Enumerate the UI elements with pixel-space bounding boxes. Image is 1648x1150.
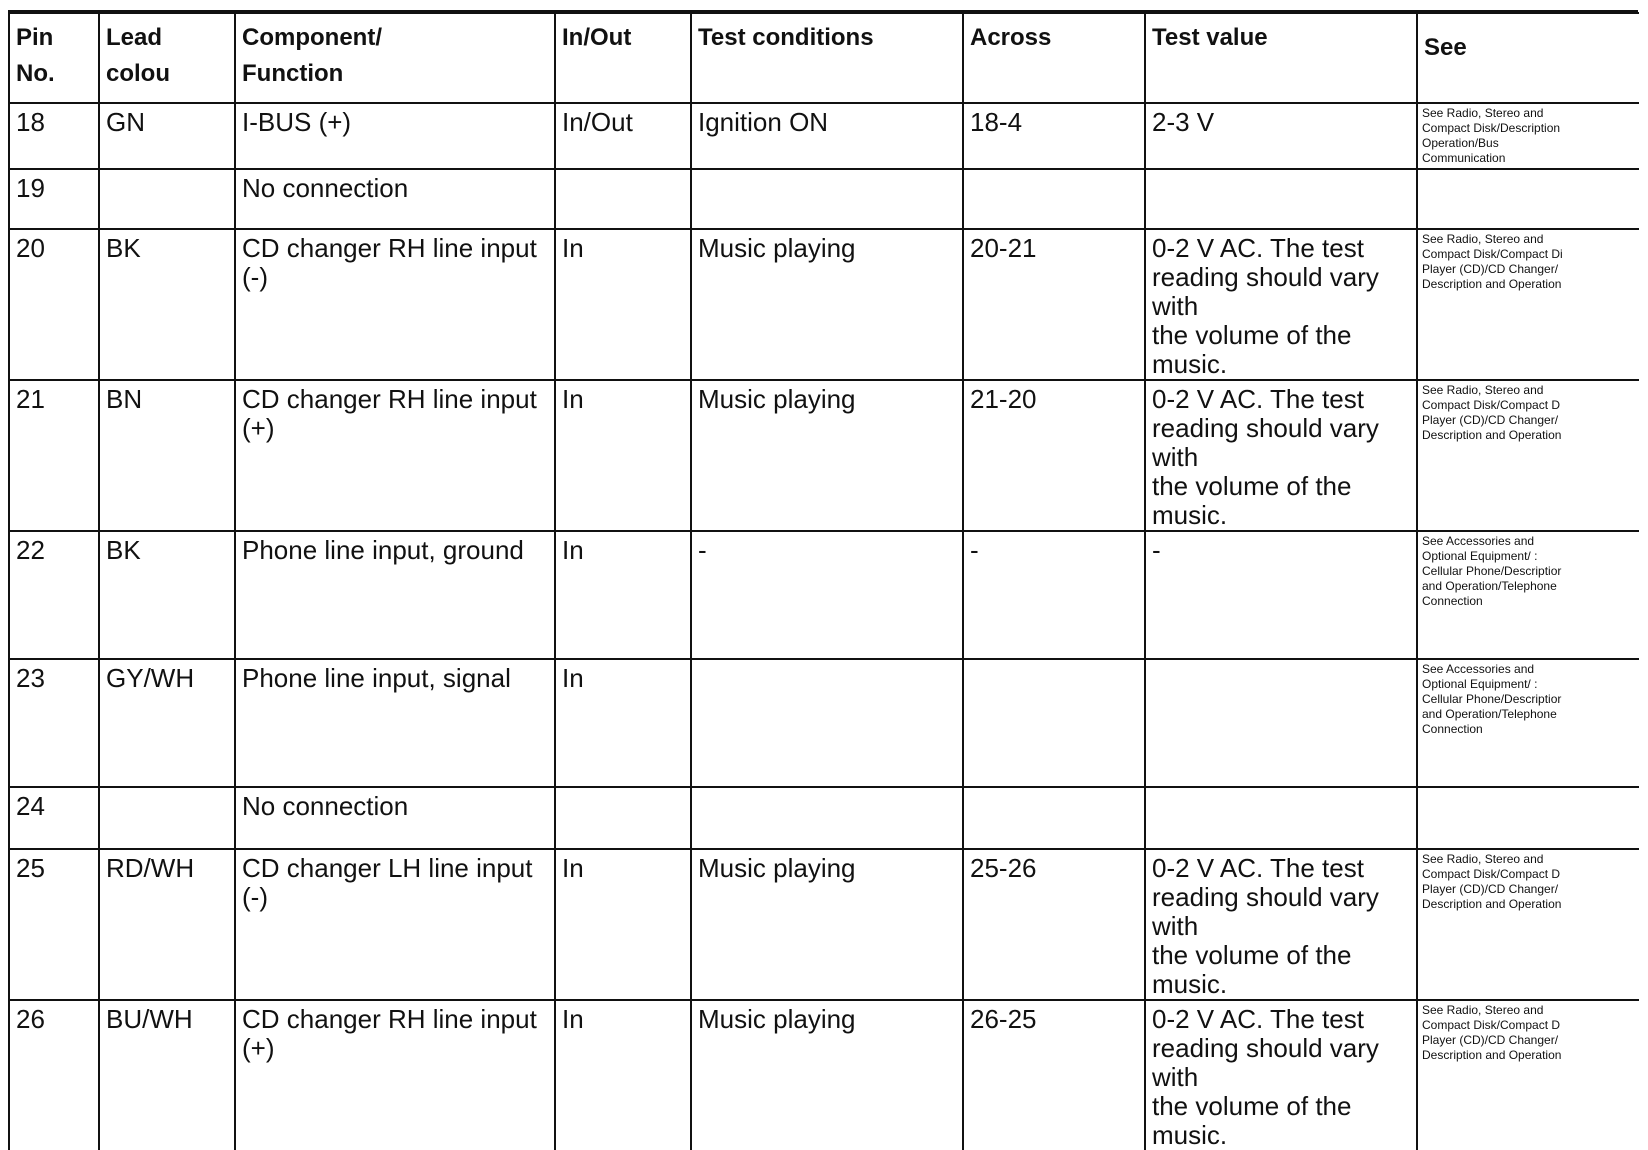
cell-pin-no: 25 bbox=[9, 849, 99, 1000]
table-row bbox=[9, 380, 1639, 531]
table-row bbox=[9, 229, 1639, 380]
cell-in-out: In bbox=[555, 1000, 691, 1150]
see-reference-line: Optional Equipment/ : bbox=[1422, 549, 1538, 563]
test-value-line: reading should vary with bbox=[1152, 262, 1379, 321]
cell-pin-no: 19 bbox=[9, 169, 99, 229]
cell-test-value bbox=[1145, 531, 1417, 659]
test-value-line: the volume of the music. bbox=[1152, 1091, 1352, 1150]
cell-pin-no: 23 bbox=[9, 659, 99, 787]
cell-component: CD changer LH line input (-) bbox=[235, 849, 555, 1000]
cell-lead-colour: BK bbox=[99, 531, 235, 659]
header-test-value: Test value bbox=[1145, 13, 1417, 103]
cell-see-reference bbox=[1417, 103, 1639, 169]
cell-test-conditions: Music playing bbox=[691, 1000, 963, 1150]
header-see: See bbox=[1417, 13, 1639, 103]
cell-in-out: In bbox=[555, 380, 691, 531]
header-row bbox=[9, 13, 1639, 103]
see-reference-line: See Radio, Stereo and bbox=[1422, 383, 1544, 397]
cell-across: 26-25 bbox=[963, 1000, 1145, 1150]
cell-across bbox=[963, 787, 1145, 849]
cell-see-reference bbox=[1417, 229, 1639, 380]
cell-across: 20-21 bbox=[963, 229, 1145, 380]
cell-pin-no: 24 bbox=[9, 787, 99, 849]
cell-test-conditions: Ignition ON bbox=[691, 103, 963, 169]
see-reference-line: Operation/Bus bbox=[1422, 136, 1499, 150]
table-row bbox=[9, 787, 1639, 849]
cell-component: I-BUS (+) bbox=[235, 103, 555, 169]
test-value-line: reading should vary with bbox=[1152, 882, 1379, 941]
table-row bbox=[9, 531, 1639, 659]
see-reference-line: Connection bbox=[1422, 722, 1483, 736]
see-reference-line: Compact Disk/Compact D bbox=[1422, 398, 1561, 412]
cell-test-value bbox=[1145, 659, 1417, 787]
see-reference-line: See Radio, Stereo and bbox=[1422, 232, 1544, 246]
see-reference-line: See Radio, Stereo and bbox=[1422, 1003, 1544, 1017]
cell-across bbox=[963, 169, 1145, 229]
see-reference-line: See Accessories and bbox=[1422, 662, 1535, 676]
cell-lead-colour: GN bbox=[99, 103, 235, 169]
cell-component: CD changer RH line input (+) bbox=[235, 1000, 555, 1150]
cell-in-out: In bbox=[555, 849, 691, 1000]
cell-lead-colour bbox=[99, 787, 235, 849]
see-reference-line: Compact Disk/Compact D bbox=[1422, 867, 1561, 881]
cell-see-reference bbox=[1417, 169, 1639, 229]
cell-test-value bbox=[1145, 380, 1417, 531]
cell-pin-no: 20 bbox=[9, 229, 99, 380]
table-row bbox=[9, 849, 1639, 1000]
cell-pin-no: 22 bbox=[9, 531, 99, 659]
cell-test-conditions bbox=[691, 659, 963, 787]
cell-across: 21-20 bbox=[963, 380, 1145, 531]
test-value-line: 0-2 V AC. The test bbox=[1152, 1004, 1364, 1034]
see-reference-line: Connection bbox=[1422, 594, 1483, 608]
cell-test-conditions bbox=[691, 787, 963, 849]
cell-test-value bbox=[1145, 229, 1417, 380]
cell-see-reference bbox=[1417, 531, 1639, 659]
header-in-out: In/Out bbox=[555, 13, 691, 103]
see-reference-line: Player (CD)/CD Changer/ bbox=[1422, 1033, 1559, 1047]
header-pin-no: Pin No. bbox=[9, 13, 99, 103]
cell-component: CD changer RH line input (+) bbox=[235, 380, 555, 531]
cell-test-conditions: Music playing bbox=[691, 849, 963, 1000]
table-row bbox=[9, 659, 1639, 787]
cell-lead-colour: GY/WH bbox=[99, 659, 235, 787]
cell-in-out: In/Out bbox=[555, 103, 691, 169]
test-value-line: reading should vary with bbox=[1152, 413, 1379, 472]
cell-pin-no: 26 bbox=[9, 1000, 99, 1150]
test-value-line: 0-2 V AC. The test bbox=[1152, 233, 1364, 263]
header-component bbox=[235, 13, 555, 103]
pin-table bbox=[8, 12, 1639, 1150]
cell-across bbox=[963, 659, 1145, 787]
see-reference-line: Player (CD)/CD Changer/ bbox=[1422, 882, 1559, 896]
table-body bbox=[9, 103, 1639, 1150]
cell-see-reference bbox=[1417, 1000, 1639, 1150]
cell-test-value bbox=[1145, 849, 1417, 1000]
test-value-line: 2-3 V bbox=[1152, 107, 1215, 137]
cell-component: CD changer RH line input (-) bbox=[235, 229, 555, 380]
cell-lead-colour: BN bbox=[99, 380, 235, 531]
cell-component: Phone line input, signal bbox=[235, 659, 555, 787]
cell-in-out: In bbox=[555, 531, 691, 659]
test-value-line: the volume of the music. bbox=[1152, 320, 1352, 379]
cell-component: Phone line input, ground bbox=[235, 531, 555, 659]
see-reference-line: Cellular Phone/Descriptior bbox=[1422, 692, 1562, 706]
see-reference-line: Player (CD)/CD Changer/ bbox=[1422, 413, 1559, 427]
cell-in-out bbox=[555, 787, 691, 849]
see-reference-line: Compact Disk/Description bbox=[1422, 121, 1561, 135]
test-value-line: - bbox=[1152, 535, 1161, 565]
cell-across: 25-26 bbox=[963, 849, 1145, 1000]
cell-component: No connection bbox=[235, 169, 555, 229]
cell-in-out bbox=[555, 169, 691, 229]
cell-pin-no: 18 bbox=[9, 103, 99, 169]
see-reference-line: Description and Operation bbox=[1422, 277, 1562, 291]
see-reference-line: Optional Equipment/ : bbox=[1422, 677, 1538, 691]
header-test-conditions: Test conditions bbox=[691, 13, 963, 103]
cell-test-conditions: Music playing bbox=[691, 380, 963, 531]
header-component-line1: Component/ bbox=[242, 24, 382, 51]
see-reference-line: Player (CD)/CD Changer/ bbox=[1422, 262, 1559, 276]
see-reference-line: Cellular Phone/Descriptior bbox=[1422, 564, 1562, 578]
cell-test-conditions: - bbox=[691, 531, 963, 659]
test-value-line: the volume of the music. bbox=[1152, 471, 1352, 530]
cell-see-reference bbox=[1417, 849, 1639, 1000]
table-row bbox=[9, 103, 1639, 169]
see-reference-line: Communication bbox=[1422, 151, 1506, 165]
cell-see-reference bbox=[1417, 659, 1639, 787]
test-value-line: the volume of the music. bbox=[1152, 940, 1352, 999]
cell-pin-no: 21 bbox=[9, 380, 99, 531]
header-lead-colour: Lead colou bbox=[99, 13, 235, 103]
test-value-line: 0-2 V AC. The test bbox=[1152, 384, 1364, 414]
see-reference-line: See Radio, Stereo and bbox=[1422, 852, 1544, 866]
see-reference-line: and Operation/Telephone bbox=[1422, 707, 1557, 721]
header-across: Across bbox=[963, 13, 1145, 103]
cell-lead-colour: RD/WH bbox=[99, 849, 235, 1000]
cell-across: - bbox=[963, 531, 1145, 659]
cell-test-value bbox=[1145, 103, 1417, 169]
see-reference-line: Description and Operation bbox=[1422, 428, 1562, 442]
test-value-line: reading should vary with bbox=[1152, 1033, 1379, 1092]
see-reference-line: and Operation/Telephone bbox=[1422, 579, 1557, 593]
table-row bbox=[9, 169, 1639, 229]
cell-test-conditions: Music playing bbox=[691, 229, 963, 380]
cell-component: No connection bbox=[235, 787, 555, 849]
cell-lead-colour: BU/WH bbox=[99, 1000, 235, 1150]
cell-test-value bbox=[1145, 1000, 1417, 1150]
see-reference-line: Description and Operation bbox=[1422, 1048, 1562, 1062]
see-reference-line: See Radio, Stereo and bbox=[1422, 106, 1544, 120]
cell-lead-colour: BK bbox=[99, 229, 235, 380]
see-reference-line: Compact Disk/Compact Di bbox=[1422, 247, 1563, 261]
see-reference-line: Description and Operation bbox=[1422, 897, 1562, 911]
cell-see-reference bbox=[1417, 787, 1639, 849]
cell-test-value bbox=[1145, 169, 1417, 229]
cell-test-value bbox=[1145, 787, 1417, 849]
see-reference-line: See Accessories and bbox=[1422, 534, 1535, 548]
cell-in-out: In bbox=[555, 659, 691, 787]
see-reference-line: Compact Disk/Compact D bbox=[1422, 1018, 1561, 1032]
cell-in-out: In bbox=[555, 229, 691, 380]
table-row bbox=[9, 1000, 1639, 1150]
cell-see-reference bbox=[1417, 380, 1639, 531]
cell-across: 18-4 bbox=[963, 103, 1145, 169]
test-value-line: 0-2 V AC. The test bbox=[1152, 853, 1364, 883]
cell-lead-colour bbox=[99, 169, 235, 229]
header-component-line2: Function bbox=[242, 60, 344, 87]
cell-test-conditions bbox=[691, 169, 963, 229]
